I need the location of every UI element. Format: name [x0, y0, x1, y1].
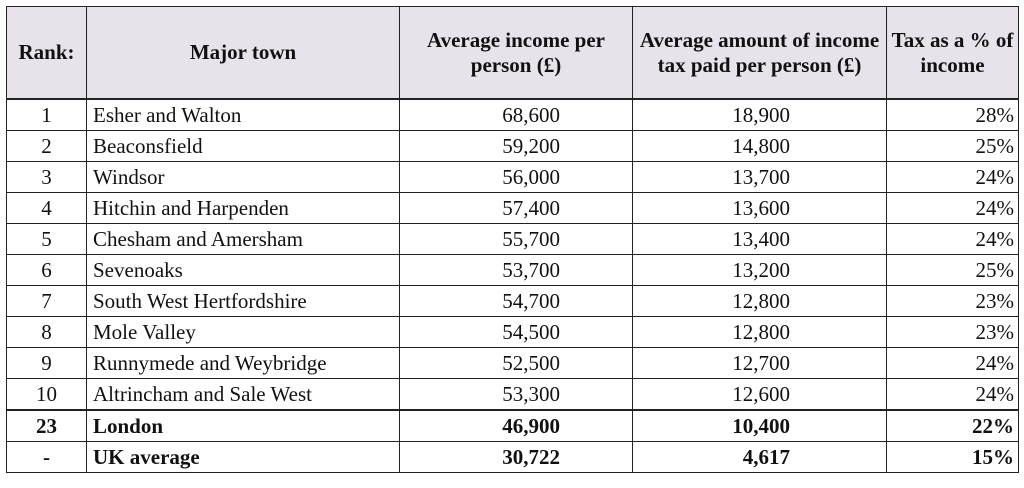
rank-cell: 4	[7, 193, 87, 224]
pct-cell: 23%	[887, 286, 1019, 317]
table-row	[7, 193, 1019, 224]
income-cell: 53,300	[400, 379, 633, 411]
table-row	[7, 379, 1019, 411]
rank-cell: 2	[7, 131, 87, 162]
town-cell: Altrincham and Sale West	[87, 379, 400, 411]
pct-cell: 24%	[887, 348, 1019, 379]
income-tax-table	[6, 6, 1019, 473]
income-cell: 46,900	[400, 410, 633, 442]
income-cell: 55,700	[400, 224, 633, 255]
rank-cell: 9	[7, 348, 87, 379]
header-row	[7, 7, 1019, 100]
london-row	[7, 410, 1019, 442]
income-cell: 56,000	[400, 162, 633, 193]
tax-cell: 14,800	[633, 131, 887, 162]
town-cell: Sevenoaks	[87, 255, 400, 286]
pct-cell: 24%	[887, 162, 1019, 193]
tax-cell: 4,617	[633, 442, 887, 473]
rank-cell: 7	[7, 286, 87, 317]
income-cell: 59,200	[400, 131, 633, 162]
tax-cell: 13,200	[633, 255, 887, 286]
tax-cell: 12,800	[633, 317, 887, 348]
income-cell: 54,700	[400, 286, 633, 317]
income-cell: 57,400	[400, 193, 633, 224]
town-cell: Hitchin and Harpenden	[87, 193, 400, 224]
income-cell: 53,700	[400, 255, 633, 286]
table-body	[7, 99, 1019, 473]
header-tax: Average amount of income tax paid per person (£)	[633, 7, 887, 100]
pct-cell: 24%	[887, 224, 1019, 255]
pct-cell: 15%	[887, 442, 1019, 473]
rank-cell: 23	[7, 410, 87, 442]
table-row	[7, 255, 1019, 286]
pct-cell: 24%	[887, 193, 1019, 224]
tax-cell: 13,600	[633, 193, 887, 224]
town-cell: Runnymede and Weybridge	[87, 348, 400, 379]
town-cell: London	[87, 410, 400, 442]
table-row	[7, 224, 1019, 255]
town-cell: Mole Valley	[87, 317, 400, 348]
header-pct: Tax as a % of income	[887, 7, 1019, 100]
pct-cell: 25%	[887, 255, 1019, 286]
tax-cell: 12,800	[633, 286, 887, 317]
tax-cell: 13,400	[633, 224, 887, 255]
tax-cell: 12,600	[633, 379, 887, 411]
rank-cell: 3	[7, 162, 87, 193]
town-cell: Beaconsfield	[87, 131, 400, 162]
pct-cell: 24%	[887, 379, 1019, 411]
town-cell: Chesham and Amersham	[87, 224, 400, 255]
table-row	[7, 99, 1019, 131]
income-cell: 30,722	[400, 442, 633, 473]
rank-cell: 8	[7, 317, 87, 348]
uk-average-row	[7, 442, 1019, 473]
table-row	[7, 317, 1019, 348]
rank-cell: 1	[7, 99, 87, 131]
pct-cell: 22%	[887, 410, 1019, 442]
pct-cell: 28%	[887, 99, 1019, 131]
tax-cell: 12,700	[633, 348, 887, 379]
tax-cell: 13,700	[633, 162, 887, 193]
table-row	[7, 131, 1019, 162]
table-row	[7, 162, 1019, 193]
town-cell: Windsor	[87, 162, 400, 193]
income-cell: 68,600	[400, 99, 633, 131]
rank-cell: 10	[7, 379, 87, 411]
income-cell: 54,500	[400, 317, 633, 348]
table-row	[7, 348, 1019, 379]
income-cell: 52,500	[400, 348, 633, 379]
header-rank: Rank:	[7, 7, 87, 100]
header-town: Major town	[87, 7, 400, 100]
pct-cell: 25%	[887, 131, 1019, 162]
pct-cell: 23%	[887, 317, 1019, 348]
table-header	[7, 7, 1019, 100]
town-cell: South West Hertfordshire	[87, 286, 400, 317]
tax-cell: 10,400	[633, 410, 887, 442]
town-cell: Esher and Walton	[87, 99, 400, 131]
rank-cell: 6	[7, 255, 87, 286]
tax-cell: 18,900	[633, 99, 887, 131]
table-row	[7, 286, 1019, 317]
town-cell: UK average	[87, 442, 400, 473]
header-income: Average income per person (£)	[400, 7, 633, 100]
rank-cell: -	[7, 442, 87, 473]
rank-cell: 5	[7, 224, 87, 255]
